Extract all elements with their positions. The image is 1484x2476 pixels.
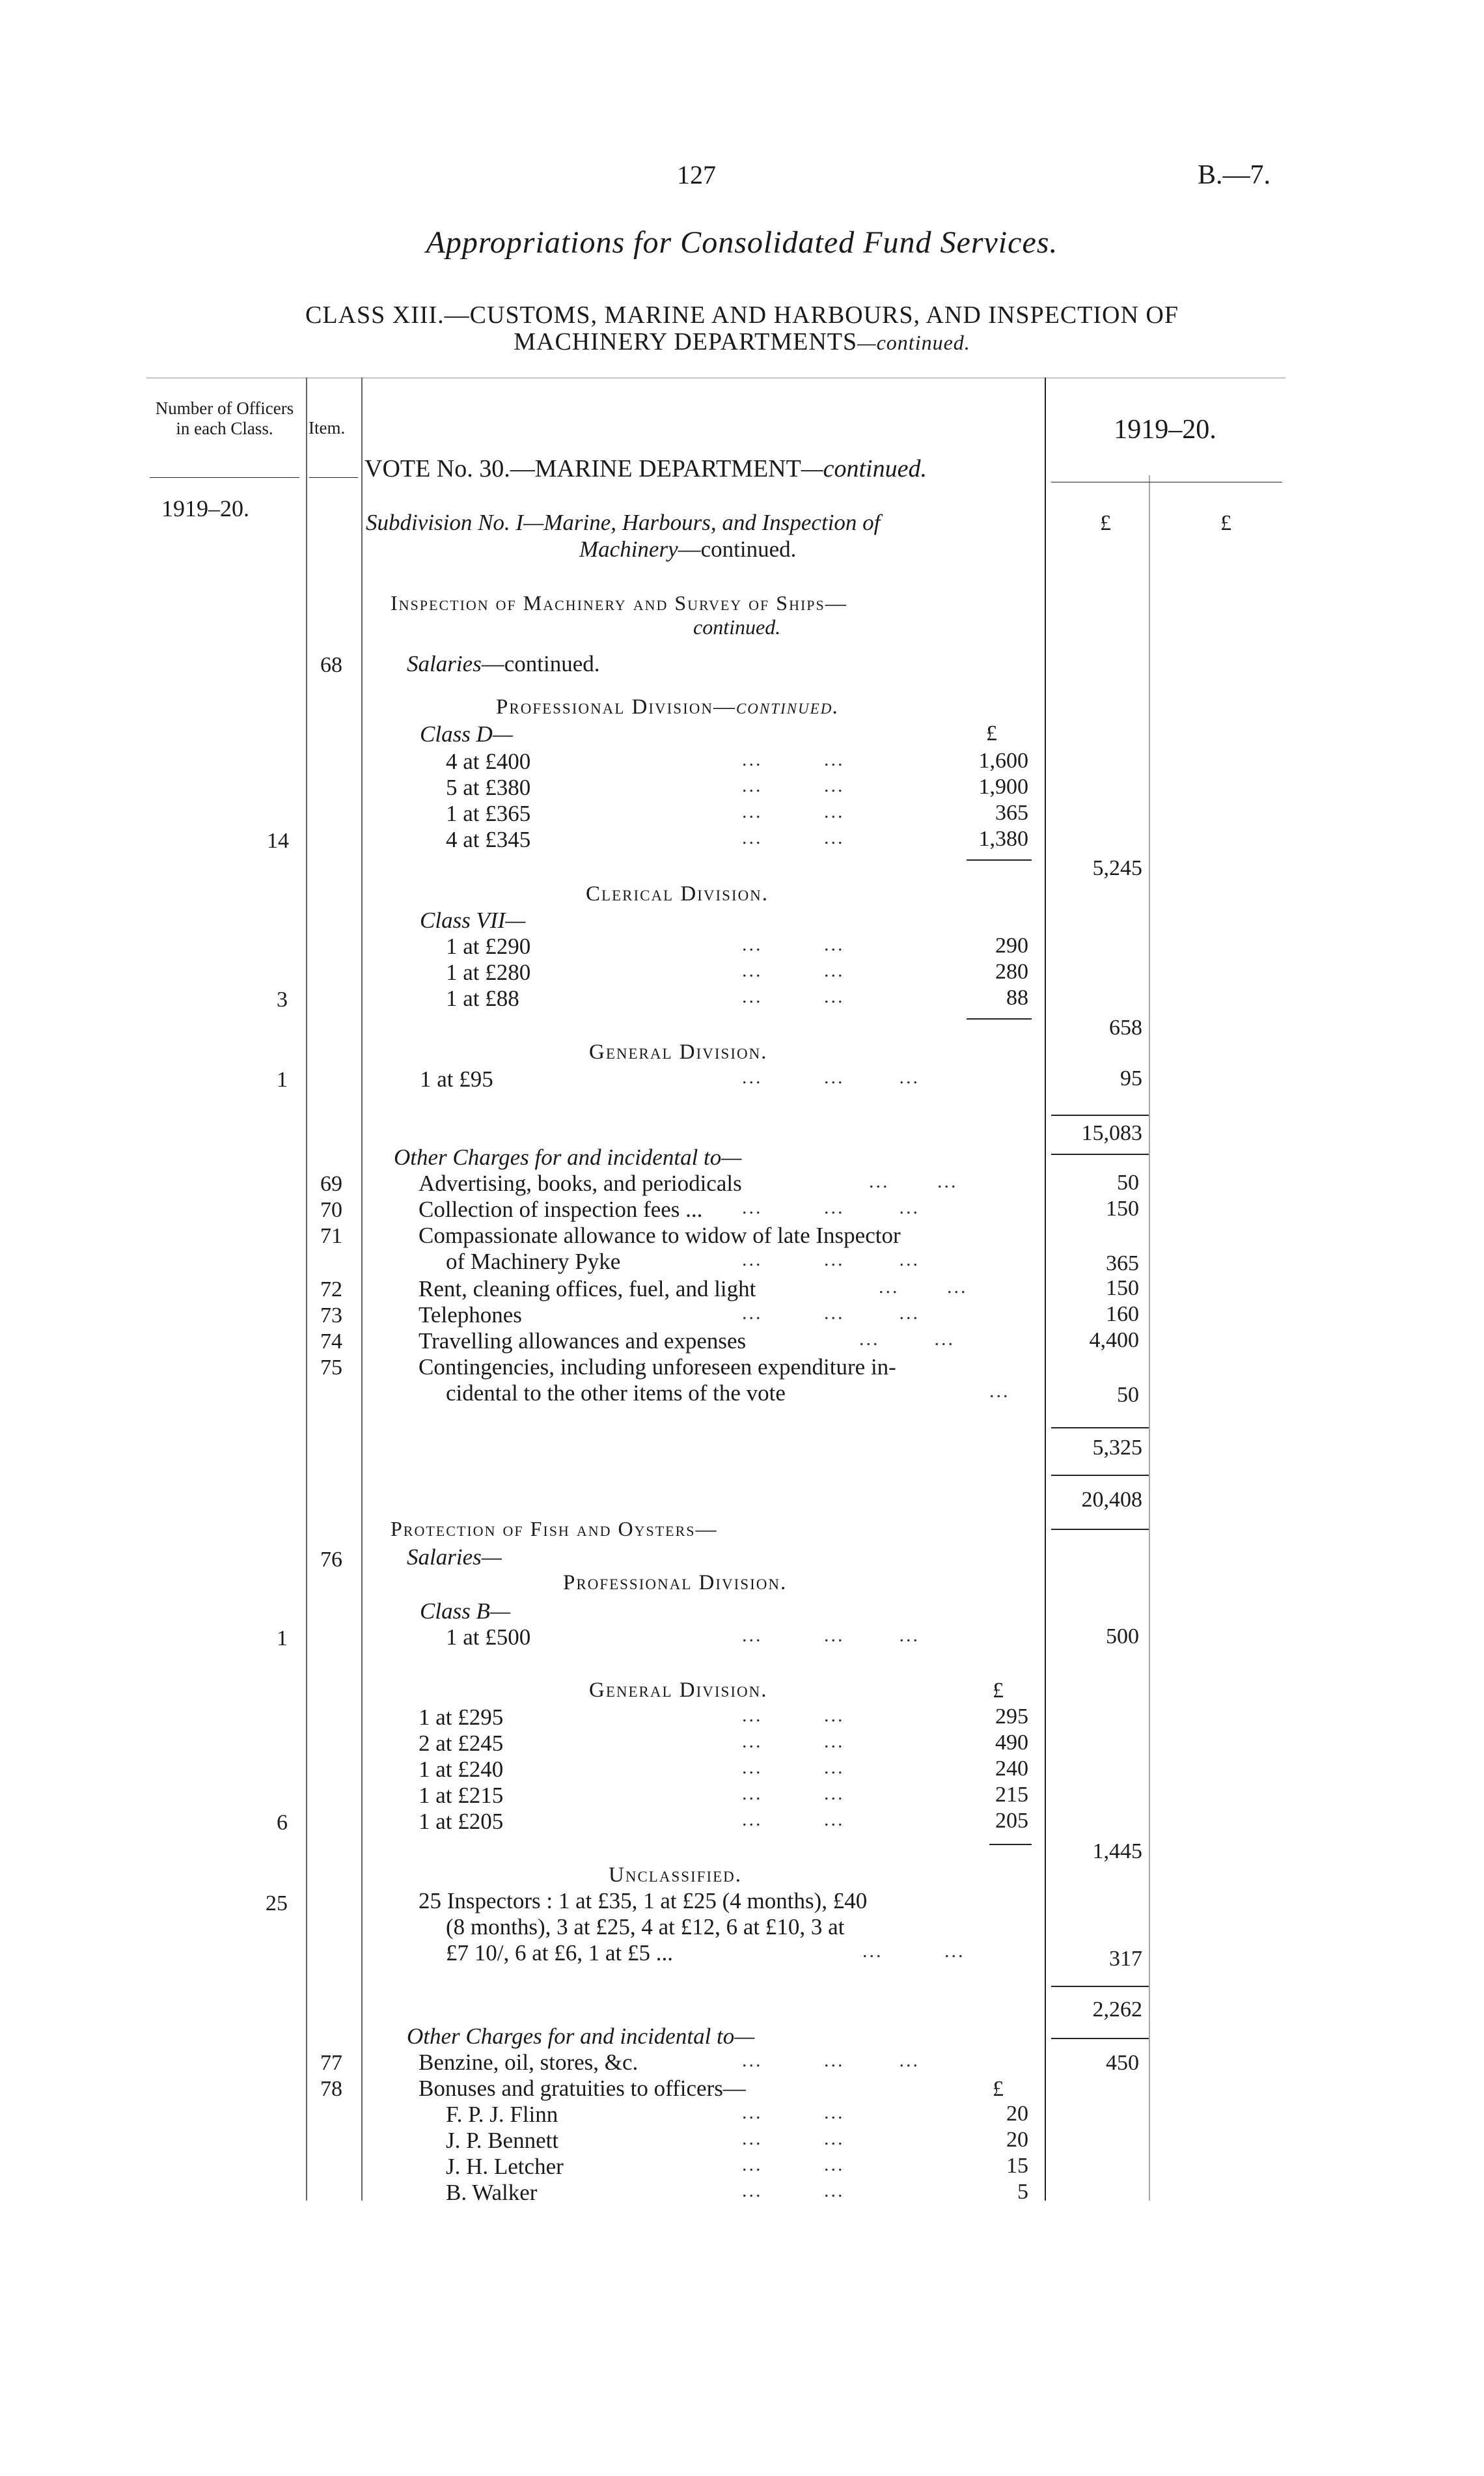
leader-dots: ... ... ... (742, 1249, 920, 1270)
professional-division-continued: continued. (735, 695, 840, 719)
item-number: 76 (320, 1548, 342, 1572)
total-rule (1051, 1115, 1149, 1116)
bonus-amount: 20 (1006, 2102, 1028, 2126)
professional-row-label: 4 at £400 (446, 749, 531, 774)
salaries-label (407, 651, 600, 677)
subdivision-line1: Subdivision No. I—Marine, Harbours, and Inspection of (366, 510, 881, 535)
fish-general-row-label: 1 at £205 (419, 1809, 504, 1834)
leader-dots: ... ... (742, 1731, 845, 1752)
bonus-amount: 20 (1006, 2128, 1028, 2152)
charge-amount: 365 (1106, 1251, 1139, 1275)
professional-row-label: 4 at £345 (446, 827, 531, 852)
pound-sub-header: £ (993, 1678, 1004, 1703)
class-heading-text: MACHINERY DEPARTMENTS (514, 328, 858, 355)
item-number: 71 (320, 1224, 342, 1248)
professional-row-amount: 1,900 (978, 775, 1028, 799)
charge-amount: 160 (1106, 1302, 1139, 1326)
professional-row-amount: 1,380 (978, 827, 1028, 851)
total-rule (1051, 1154, 1149, 1155)
class-heading-line2 (0, 327, 1484, 356)
fish-general-heading: General Division. (589, 1678, 768, 1702)
clerical-row-amount: 88 (1006, 986, 1028, 1010)
item-number: 73 (320, 1303, 342, 1328)
fish-general-row-label: 1 at £295 (419, 1704, 504, 1730)
leader-dots: ... ... (742, 749, 845, 770)
general-row-label: 1 at £95 (420, 1066, 493, 1092)
bonus-recipient: J. P. Bennett (446, 2128, 559, 2153)
salaries-total: 15,083 (1081, 1121, 1142, 1145)
item-number: 77 (320, 2051, 342, 2075)
leader-dots: ... ... (742, 1757, 845, 1778)
leader-dots: ... ... ... (742, 1302, 920, 1324)
leader-dots: ... ... ... (742, 1624, 920, 1646)
subdivision-line2 (579, 536, 796, 563)
fish-general-row-label: 2 at £245 (419, 1731, 504, 1756)
charge-amount: 50 (1117, 1383, 1139, 1407)
fish-general-row-amount: 240 (995, 1757, 1028, 1781)
leader-dots: ... ... (742, 2102, 845, 2123)
fish-general-row-amount: 295 (995, 1704, 1028, 1729)
leader-dots: ... ... (742, 1783, 845, 1804)
bonus-amount: 15 (1006, 2154, 1028, 2178)
page-title: Appropriations for Consolidated Fund Services. (426, 225, 1058, 260)
leader-dots: ... ... (742, 801, 845, 822)
leader-dots: ... ... (742, 1704, 845, 1726)
charge-amount: 50 (1117, 1171, 1139, 1195)
fish-heading: Protection of Fish and Oysters— (391, 1517, 718, 1540)
professional-division-heading (496, 695, 840, 719)
fish-professional-heading: Professional Division. (563, 1571, 788, 1594)
fish-professional-row: 1 at £500 (446, 1624, 531, 1650)
bonuses-label: Bonuses and gratuities to officers— (419, 2076, 746, 2101)
item-number: 75 (320, 1356, 342, 1380)
professional-row-amount: 365 (995, 801, 1028, 825)
professional-row-label: 5 at £380 (446, 775, 531, 800)
charge-label: Contingencies, including unforeseen expenditure in- (419, 1354, 896, 1380)
leader-dots: ... (989, 1380, 1010, 1402)
charge-label: Collection of inspection fees ... (419, 1197, 703, 1222)
pound-header-1: £ (1100, 511, 1111, 535)
fish-general-row-amount: 490 (995, 1731, 1028, 1755)
leader-dots: ... ... (742, 960, 845, 981)
class-vii-label: Class VII— (420, 908, 526, 933)
leader-dots: ... ... (742, 1809, 845, 1830)
total-rule (1051, 1475, 1149, 1476)
subtotal-rule (989, 1844, 1032, 1845)
fish-general-row-amount: 205 (995, 1809, 1028, 1833)
bonus-recipient: B. Walker (446, 2180, 538, 2205)
class-heading-line1: CLASS XIII.—CUSTOMS, MARINE AND HARBOURS, AND INSPECTION OF (305, 301, 1179, 329)
item-number: 72 (320, 1277, 342, 1301)
officer-count: 25 (266, 1891, 288, 1915)
officers-column-header: Number of Officers in each Class. (155, 398, 294, 438)
leader-dots: ... ... ... (742, 1197, 920, 1218)
leader-dots: ... ... ... (742, 2050, 920, 2071)
charge-label-cont: of Machinery Pyke (446, 1249, 621, 1274)
charge-label: Compassionate allowance to widow of late Inspector (419, 1223, 901, 1248)
clerical-total: 658 (1109, 1016, 1142, 1040)
clerical-row-amount: 280 (995, 960, 1028, 984)
class-heading-continued: —continued. (857, 331, 970, 354)
fish-general-row-label: 1 at £215 (419, 1783, 504, 1808)
item-column-header: Item. (309, 418, 346, 438)
leader-dots: ... ... ... (742, 1066, 920, 1088)
bonus-recipient: J. H. Letcher (446, 2154, 564, 2179)
unclassified-line2: (8 months), 3 at £25, 4 at £12, 6 at £10, 3 at (446, 1914, 845, 1940)
charge-amount: 150 (1106, 1276, 1139, 1300)
fish-general-row-label: 1 at £240 (419, 1757, 504, 1782)
inspection-heading-continued: continued. (693, 615, 781, 639)
leader-dots: ... ... (742, 775, 845, 796)
class-d-label: Class D— (420, 721, 513, 747)
charge-amount: 4,400 (1089, 1328, 1139, 1352)
item-number: 78 (320, 2077, 342, 2101)
fish-professional-total: 500 (1106, 1624, 1139, 1648)
vote-title (364, 454, 927, 483)
total-rule (1051, 1986, 1149, 1987)
amount-column-left-rule (1045, 378, 1046, 2201)
item-column-left-rule (306, 378, 307, 2201)
professional-division-text: Professional Division— (496, 695, 736, 719)
clerical-row-label: 1 at £88 (446, 986, 519, 1011)
officer-count: 1 (277, 1626, 288, 1650)
salaries-continued: —continued. (481, 651, 600, 676)
officer-count: 1 (277, 1068, 288, 1092)
clerical-division-heading: Clerical Division. (586, 882, 769, 906)
clerical-row-label: 1 at £290 (446, 934, 531, 959)
document-reference: B.—7. (1198, 160, 1271, 190)
clerical-row-label: 1 at £280 (446, 960, 531, 985)
leader-dots: ... ... (742, 827, 845, 848)
leader-dots: ... ... (879, 1276, 968, 1298)
item-number: 70 (320, 1198, 342, 1222)
professional-row-label: 1 at £365 (446, 801, 531, 826)
unclassified-heading: Unclassified. (609, 1863, 743, 1887)
professional-total: 5,245 (1092, 856, 1142, 880)
fish-general-total: 1,445 (1092, 1839, 1142, 1863)
fish-other-charges-heading: Other Charges for and incidental to— (407, 2024, 755, 2049)
leader-dots: ... ... (742, 2128, 845, 2149)
subtotal-rule (967, 859, 1032, 861)
charge-label-cont: cidental to the other items of the vote (446, 1380, 786, 1406)
unclassified-line3: £7 10/, 6 at £6, 1 at £5 ... (446, 1940, 673, 1966)
charge-label: Rent, cleaning offices, fuel, and light (419, 1276, 756, 1301)
benzine-label: Benzine, oil, stores, &c. (419, 2050, 639, 2075)
total-rule (1051, 1529, 1149, 1530)
subtotal-rule (967, 1018, 1032, 1020)
item-number: 69 (320, 1172, 342, 1196)
vote-title-text: VOTE No. 30.—MARINE DEPARTMENT (364, 455, 801, 482)
total-rule (1051, 2038, 1149, 2039)
year-column-header: 1919–20. (1114, 415, 1216, 445)
item-number: 68 (320, 653, 342, 677)
leader-dots: ... ... (742, 934, 845, 955)
item-number: 74 (320, 1329, 342, 1354)
leader-dots: ... ... (859, 1328, 955, 1350)
fish-general-row-amount: 215 (995, 1783, 1028, 1807)
subdivision-machinery: Machinery (579, 536, 678, 562)
officers-header-rule (150, 477, 299, 478)
leader-dots: ... ... (742, 2154, 845, 2175)
subdivision-continued: —continued. (678, 536, 797, 562)
officer-count: 14 (267, 829, 289, 853)
charge-label: Telephones (419, 1302, 522, 1328)
page-number: 127 (677, 160, 716, 189)
other-charges-heading: Other Charges for and incidental to— (394, 1145, 742, 1170)
unclassified-line1: 25 Inspectors : 1 at £35, 1 at £25 (4 months), £40 (419, 1888, 868, 1913)
officer-count: 6 (277, 1811, 288, 1835)
unclassified-total: 317 (1109, 1947, 1142, 1971)
pound-header-2: £ (1220, 511, 1231, 535)
pound-sub-header: £ (993, 2077, 1004, 2101)
fish-salaries-total: 2,262 (1092, 1997, 1142, 2022)
benzine-amount: 450 (1106, 2051, 1139, 2075)
grand-total: 20,408 (1081, 1488, 1142, 1512)
salaries-word: Salaries (407, 651, 482, 676)
clerical-row-amount: 290 (995, 934, 1028, 958)
general-division-heading: General Division. (589, 1040, 768, 1064)
officers-year: 1919–20. (161, 495, 249, 522)
vote-title-continued: —continued. (801, 455, 927, 482)
class-b-label: Class B— (420, 1598, 511, 1624)
charge-label: Advertising, books, and periodicals (419, 1171, 742, 1196)
charge-amount: 150 (1106, 1197, 1139, 1221)
leader-dots: ... ... (869, 1171, 958, 1192)
officer-count: 3 (277, 988, 288, 1012)
item-header-rule (309, 477, 358, 478)
general-total: 95 (1120, 1066, 1142, 1091)
leader-dots: ... ... (862, 1940, 965, 1962)
leader-dots: ... ... (742, 2180, 845, 2201)
pound-sub-header: £ (986, 721, 997, 745)
inspection-heading: Inspection of Machinery and Survey of Ships— (391, 591, 847, 615)
other-charges-total: 5,325 (1092, 1436, 1142, 1460)
amount-column-mid-rule (1149, 475, 1150, 2201)
leader-dots: ... ... (742, 986, 845, 1007)
bonus-amount: 5 (1017, 2180, 1028, 2204)
charge-label: Travelling allowances and expenses (419, 1328, 747, 1354)
total-rule (1051, 1427, 1149, 1428)
item-column-right-rule (361, 378, 363, 2201)
professional-row-amount: 1,600 (978, 749, 1028, 773)
fish-salaries-label: Salaries— (407, 1544, 502, 1570)
bonus-recipient: F. P. J. Flinn (446, 2102, 558, 2127)
